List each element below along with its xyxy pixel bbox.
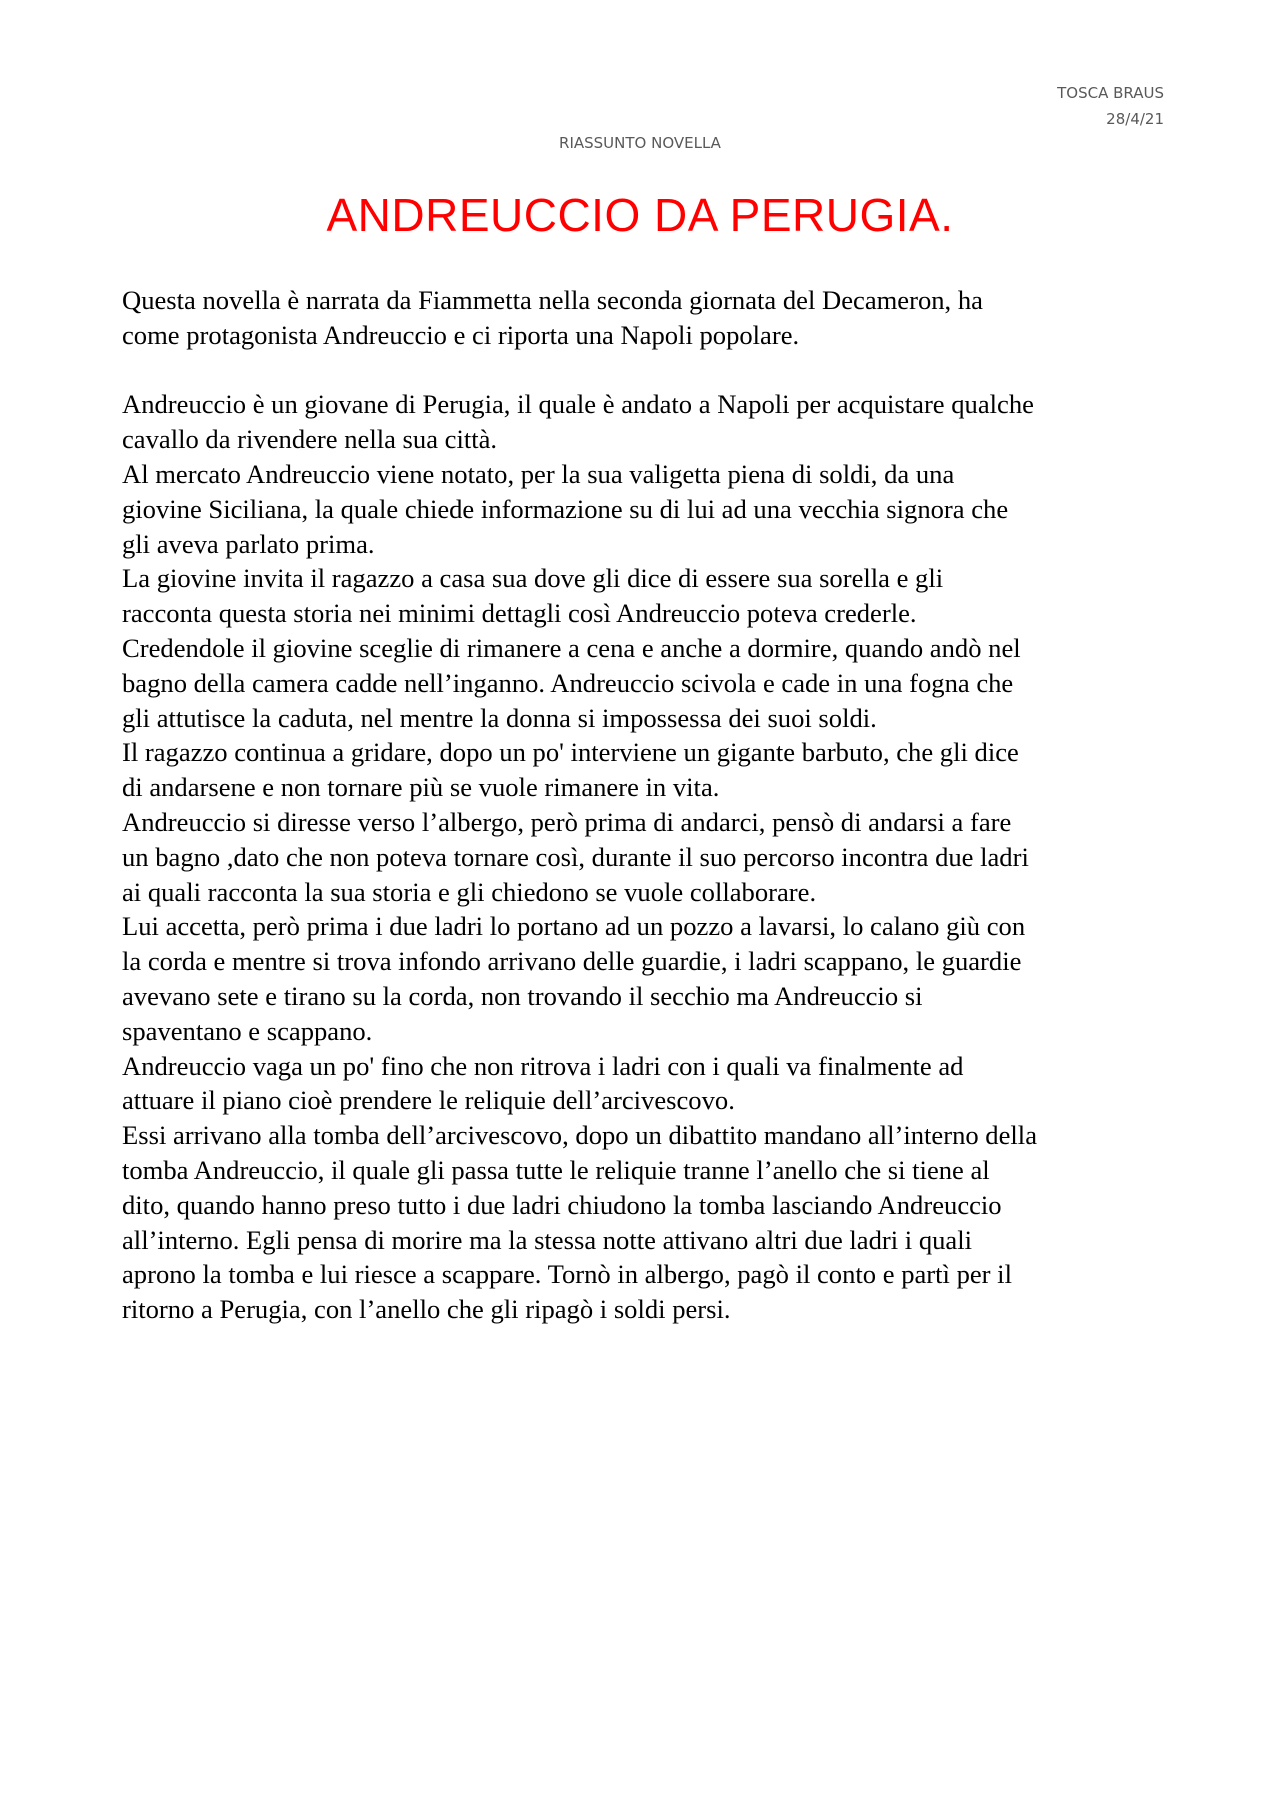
document-title: ANDREUCCIO DA PERUGIA. [326,189,954,241]
text-line: La giovine invita il ragazzo a casa sua dove gli dice di essere sua sorella e gli [122,563,944,594]
text-line: Al mercato Andreuccio viene notato, per la sua valigetta piena di soldi, da una [122,458,955,489]
text-line: Andreuccio vaga un po' fino che non ritrova i ladri con i quali va finalmente ad [122,1050,964,1081]
text-line: Credendole il giovine sceglie di rimanere a cena e anche a dormire, quando andò nel [122,632,1021,663]
intro-paragraph [122,283,1162,353]
text-line: la corda e mentre si trova infondo arrivano delle guardie, i ladri scappano, le guardie [122,946,1022,977]
text-line: Essi arrivano alla tomba dell’arcivescovo, dopo un dibattito mandano all’interno della [122,1120,1037,1151]
text-line: ritorno a Perugia, con l’anello che gli ripagò i soldi persi. [122,1294,731,1325]
text-line: Lui accetta, però prima i due ladri lo portano ad un pozzo a lavarsi, lo calano giù con [122,911,1026,942]
document-date: 28/4/21 [1106,110,1164,128]
text-line: attuare il piano cioè prendere le reliquie dell’arcivescovo. [122,1085,735,1116]
text-line: dito, quando hanno preso tutto i due ladri chiudono la tomba lasciando Andreuccio [122,1189,1002,1220]
paragraph-spacer [122,353,1162,388]
story-paragraph [122,387,1162,1327]
document-body [122,283,1162,1327]
text-line: un bagno ,dato che non poteva tornare così, durante il suo percorso incontra due ladri [122,841,1029,872]
text-line: tomba Andreuccio, il quale gli passa tutte le reliquie tranne l’anello che si tiene al [122,1154,990,1185]
text-line: gli aveva parlato prima. [122,528,375,559]
text-line: racconta questa storia nei minimi dettagli così Andreuccio poteva crederle. [122,598,917,629]
text-line: gli attutisce la caduta, nel mentre la donna si impossessa dei suoi soldi. [122,702,877,733]
text-line: aprono la tomba e lui riesce a scappare. Tornò in albergo, pagò il conto e partì per il [122,1259,1012,1290]
text-line: ai quali racconta la sua storia e gli chiedono se vuole collaborare. [122,876,817,907]
text-line: Andreuccio è un giovane di Perugia, il quale è andato a Napoli per acquistare qualche [122,389,1034,420]
text-line: Il ragazzo continua a gridare, dopo un po' interviene un gigante barbuto, che gli dice [122,737,1019,768]
text-line: all’interno. Egli pensa di morire ma la stessa notte attivano altri due ladri i quali [122,1224,973,1255]
text-line: spaventano e scappano. [122,1015,373,1046]
text-line: Questa novella è narrata da Fiammetta nella seconda giornata del Decameron, ha [122,285,983,315]
text-line: bagno della camera cadde nell’inganno. Andreuccio scivola e cade in una fogna che [122,667,1014,698]
text-line: avevano sete e tirano su la corda, non trovando il secchio ma Andreuccio si [122,980,923,1011]
text-line: come protagonista Andreuccio e ci riporta una Napoli popolare. [122,319,800,350]
text-line: cavallo da rivendere nella sua città. [122,424,498,455]
text-line: giovine Siciliana, la quale chiede informazione su di lui ad una vecchia signora che [122,493,1009,524]
header-author-block [1057,80,1164,132]
author-name: TOSCA BRAUS [1057,84,1164,102]
text-line: di andarsene e non tornare più se vuole rimanere in vita. [122,772,720,803]
text-line: Andreuccio si diresse verso l’albergo, però prima di andarci, pensò di andarsi a fare [122,806,1012,837]
document-subtitle: RIASSUNTO NOVELLA [559,134,721,152]
